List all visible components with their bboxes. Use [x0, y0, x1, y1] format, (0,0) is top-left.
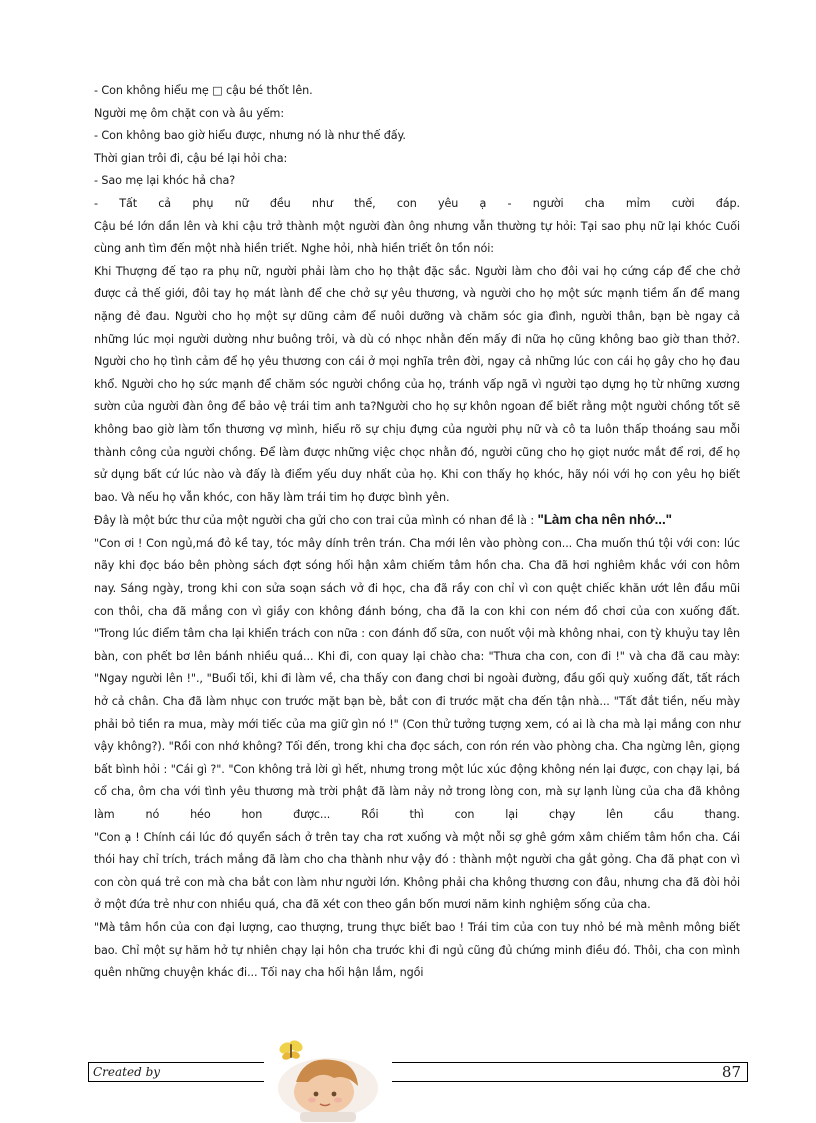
paragraph: - Sao mẹ lại khóc hả cha?: [94, 174, 236, 188]
letter-intro: Đây là một bức thư của một người cha gửi cho con trai của mình có nhan đề là :: [94, 514, 538, 528]
created-by-label: Created by: [93, 1065, 161, 1079]
paragraph: Thời gian trôi đi, cậu bé lại hỏi cha:: [94, 151, 288, 165]
paragraph: "Con ơi ! Con ngủ,má đỏ kề tay, tóc mây dính trên trán. Cha mới lên vào phòng con... Cha muốn thú tội với con: lúc nãy khi đọc báo bên phòng sách đợt sóng hối hận xâm chiếm tâm hồn cha. Cha đã hơi nghiêm khắc với con hôm nay. Sáng ngày, trong khi con sửa soạn sách vở đi học, cha đã rầy con chỉ vì con quệt chiếc khăn ướt lên đầu mũi con thôi, cha đã mắng con vì giầy con không đánh bóng, cha đã la con khi con ném đồ chơi của con xuống đất. "Trong lúc điểm tâm cha lại khiển trách con nữa : con đánh đổ sữa, con nuốt vội mà không nhai, con tỳ khuỷu tay lên bàn, con phết bơ lên bánh nhiều quá... Khi đi, con quay lại chào cha: "Thưa cha con, con đi !" và cha đã cau mày: "Ngay người lên !"., "Buổi tối, khi đi làm về, cha thấy con đang chơi bi ngoài đường, đầu gối quỳ xuống đất, tất rách hở cả chân. Cha đã làm nhục con trước mặt bạn bè, bắt con đi trước mặt cha đến tận nhà... "Tất đắt tiền, nếu mày phải bỏ tiền ra mua, mày mới tiếc của ma giữ gìn nó !" (Con thử tưởng tượng xem, có ai là cha mà lại mắng con như vậy không?). "Rồi con nhớ không? Tối đến, trong khi cha đọc sách, con rón rén vào phòng cha. Cha ngừng lên, giọng bất bình hỏi : "Cái gì ?". "Con không trả lời gì hết, nhưng trong một lúc xúc động không nén lại được, con chạy lại, bá cổ cha, ôm cha với tình yêu thương mà trời phật đã làm nảy nở trong lòng con, mà sự lạnh lùng của cha đã không làm nó héo hon được... Rồi thì con lại chạy lên cầu thang.: [94, 536, 740, 821]
page-number: 87: [721, 1063, 741, 1081]
paragraph: - Con không bao giờ hiểu được, nhưng nó là như thế đấy.: [94, 129, 406, 143]
butterfly-icon: [277, 1038, 304, 1061]
paragraph: [94, 509, 740, 533]
page-footer: [88, 1062, 748, 1082]
letter-title: "Làm cha nên nhớ...": [537, 512, 672, 528]
paragraph: Cậu bé lớn dần lên và khi cậu trở thành một người đàn ông nhưng vẫn thường tự hỏi: Tại sao phụ nữ lại khóc Cuối cùng anh tìm đến một nhà hiền triết. Nghe hỏi, nhà hiền triết ôn tồn nói:: [94, 219, 740, 256]
paragraph: - Con không hiểu mẹ □ cậu bé thốt lên.: [94, 84, 313, 97]
document-body: [94, 80, 740, 985]
paragraph: - Tất cả phụ nữ đều như thế, con yêu ạ - người cha mỉm cười đáp.: [94, 196, 740, 210]
paragraph: "Mà tâm hồn của con đại lượng, cao thượng, trung thực biết bao ! Trái tim của con tuy nhỏ bé mà mênh mông biết bao. Chỉ một sự hăm hở tự nhiên chạy lại hôn cha trước khi đi ngủ cũng đủ chứng minh điều đó. Thôi, cha con mình quên những chuyện khác đi... Tối nay cha hối hận lắm, ngồi: [94, 920, 740, 980]
paragraph: Người mẹ ôm chặt con và âu yếm:: [94, 106, 284, 120]
cartoon-child-with-butterfly-icon: [264, 1030, 392, 1123]
paragraph: "Con ạ ! Chính cái lúc đó quyển sách ở trên tay cha rơt xuống và một nỗi sợ ghê gớm xâm chiếm tâm hồn cha. Cái thói hay chỉ trích, trách mắng đã làm cho cha thành như vậy đó : thành một người cha gắt gỏng. Cha đã phạt con vì con còn quá trẻ con mà cha bắt con làm như người lớn. Không phải cha không thương con đâu, nhưng cha đã đòi hỏi ở một đứa trẻ như con nhiều quá, cha đã xét con theo gần bốn mươi năm kinh nghiệm sống của cha.: [94, 830, 740, 912]
paragraph: Khi Thượng đế tạo ra phụ nữ, người phải làm cho họ thật đặc sắc. Người làm cho đôi vai họ cứng cáp để che chở được cả thế giới, đôi tay họ mát lành để che chở sự yêu thương, và người cho họ một sức mạnh tiềm ẩn để mang nặng đẻ đau. Người cho họ một sự dũng cảm để nuôi dưỡng và chăm sóc gia đình, người thân, bạn bè ngay cả những lúc mọi người dường như buông trôi, và dù có nhọc nhằn đến mấy đi nữa họ cũng không bao giờ than thở?. Người cho họ tình cảm để họ yêu thương con cái ở mọi nghĩa trên đời, ngay cả những lúc con cái họ gây cho họ đau khổ. Người cho họ sức mạnh để chăm sóc người chồng của họ, tránh vấp ngã vì người tạo dựng họ từ những xương sườn của người đàn ông để bảo vệ trái tim anh ta?Người cho họ sự khôn ngoan để biết rằng một người chồng tốt sẽ không bao giờ làm tổn thương vợ mình, hiểu rõ sự chịu đựng của người phụ nữ và cô ta luôn thấp thoáng sau mỗi thành công của người chồng. Để làm được những việc chọc nhằn đó, người cũng cho họ giọt nước mắt để rơi, để họ sử dụng bất cứ lúc nào và đấy là điểm yếu duy nhất của họ. Khi con thấy họ khóc, hãy nói với họ con yêu họ biết bao. Và nếu họ vẫn khóc, con hãy làm trái tim họ được bình yên.: [94, 264, 740, 504]
